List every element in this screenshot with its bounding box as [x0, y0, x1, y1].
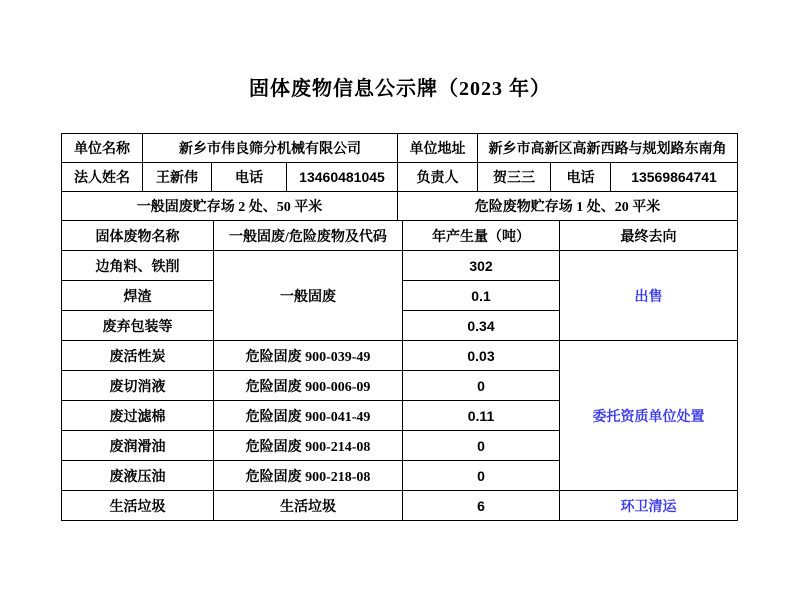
waste-amount: 0.11 — [403, 401, 560, 431]
table-row — [62, 251, 738, 281]
domestic-destination: 环卫清运 — [560, 491, 738, 521]
phone2-label: 电话 — [551, 163, 611, 192]
waste-amount: 0 — [403, 371, 560, 401]
header-waste-name: 固体废物名称 — [62, 221, 214, 251]
waste-type-code: 危险固废 900-039-49 — [214, 341, 403, 371]
unit-row-storage — [62, 192, 738, 221]
responsible-label: 负责人 — [398, 163, 478, 192]
waste-header-row — [62, 221, 738, 251]
waste-name: 生活垃圾 — [62, 491, 214, 521]
waste-name: 边角料、铁削 — [62, 251, 214, 281]
waste-amount: 0 — [403, 461, 560, 491]
waste-name: 废切消液 — [62, 371, 214, 401]
waste-type-code: 危险固废 900-218-08 — [214, 461, 403, 491]
waste-table — [61, 220, 738, 521]
header-destination: 最终去向 — [560, 221, 738, 251]
legal-person-value: 王新伟 — [143, 163, 212, 192]
waste-type-code: 危险固废 900-006-09 — [214, 371, 403, 401]
waste-name: 焊渣 — [62, 281, 214, 311]
waste-amount: 6 — [403, 491, 560, 521]
unit-row-contacts — [62, 163, 738, 192]
unit-name-label: 单位名称 — [62, 134, 143, 163]
hazardous-destination: 委托资质单位处置 — [560, 341, 738, 491]
page-title: 固体废物信息公示牌（2023 年） — [249, 78, 551, 100]
waste-amount: 0.34 — [403, 311, 560, 341]
waste-type-code: 生活垃圾 — [214, 491, 403, 521]
phone2-value: 13569864741 — [611, 163, 738, 192]
unit-address-value: 新乡市高新区高新西路与规划路东南角 — [478, 134, 738, 163]
storage-hazardous: 危险废物贮存场 1 处、20 平米 — [398, 192, 738, 221]
header-annual-output: 年产生量（吨） — [403, 221, 560, 251]
responsible-value: 贺三三 — [478, 163, 551, 192]
general-waste-type: 一般固废 — [214, 251, 403, 341]
phone1-value: 13460481045 — [287, 163, 398, 192]
phone1-label: 电话 — [212, 163, 287, 192]
waste-amount: 0 — [403, 431, 560, 461]
unit-name-value: 新乡市伟良筛分机械有限公司 — [143, 134, 398, 163]
waste-type-code: 危险固废 900-041-49 — [214, 401, 403, 431]
unit-address-label: 单位地址 — [398, 134, 478, 163]
waste-name: 废过滤棉 — [62, 401, 214, 431]
waste-amount: 302 — [403, 251, 560, 281]
waste-name: 废弃包装等 — [62, 311, 214, 341]
waste-amount: 0.1 — [403, 281, 560, 311]
waste-name: 废润滑油 — [62, 431, 214, 461]
waste-amount: 0.03 — [403, 341, 560, 371]
waste-name: 废液压油 — [62, 461, 214, 491]
waste-name: 废活性炭 — [62, 341, 214, 371]
table-row — [62, 341, 738, 371]
unit-row-name-address — [62, 134, 738, 163]
header-type-code: 一般固废/危险废物及代码 — [214, 221, 403, 251]
legal-person-label: 法人姓名 — [62, 163, 143, 192]
table-row — [62, 491, 738, 521]
general-destination: 出售 — [560, 251, 738, 341]
unit-info-table — [61, 133, 738, 221]
storage-general: 一般固废贮存场 2 处、50 平米 — [62, 192, 398, 221]
waste-type-code: 危险固废 900-214-08 — [214, 431, 403, 461]
